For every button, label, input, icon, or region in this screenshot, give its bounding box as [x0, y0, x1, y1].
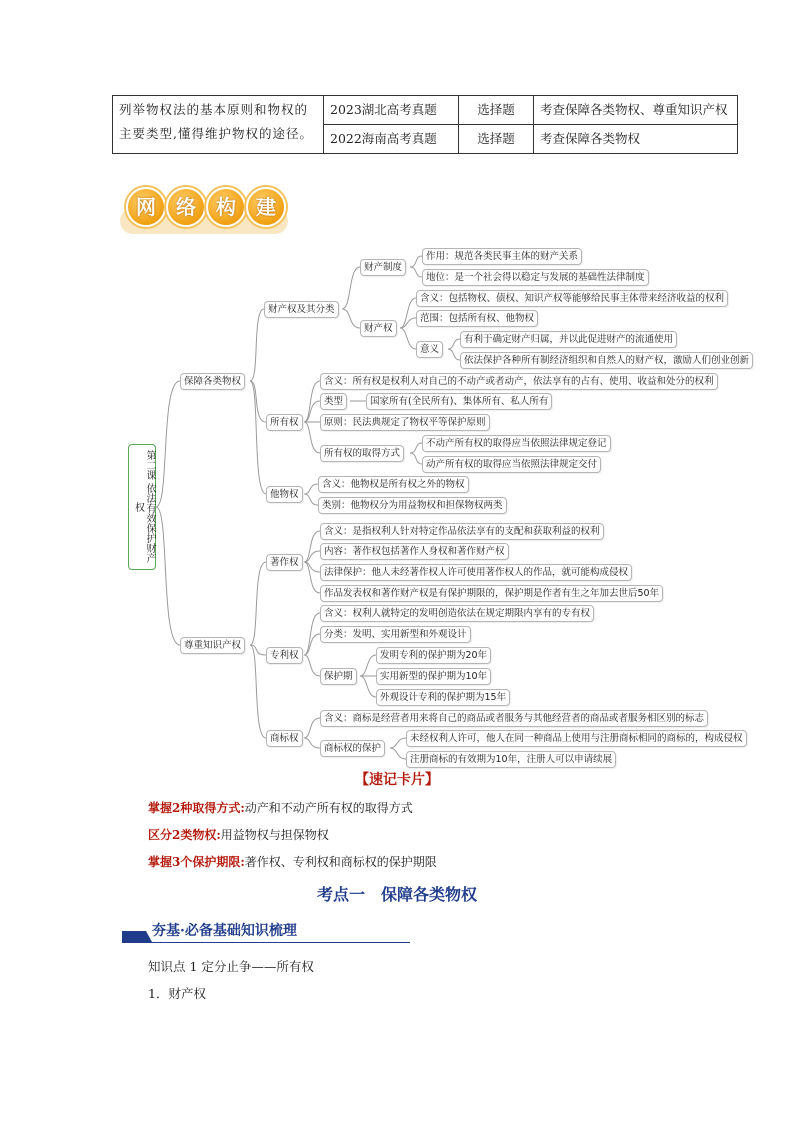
- leaf: 类别：他物权分为用益物权和担保物权两类: [318, 497, 507, 514]
- node-property-right: 财产权: [360, 320, 397, 337]
- leaf: 注册商标的有效期为10年，注册人可以申请续展: [406, 751, 616, 768]
- node-trademark-protection: 商标权的保护: [320, 740, 385, 757]
- list-item: 1．财产权: [148, 986, 206, 1001]
- leaf: 含义：是指权利人针对特定作品依法享有的支配和获取利益的权利: [320, 523, 604, 540]
- leaf: 有利于确定财产归属，并以此促进财产的流通使用: [460, 331, 677, 348]
- leaf: 动产所有权的取得应当依照法律规定交付: [422, 456, 601, 473]
- leaf: 范围：包括所有权、他物权: [416, 310, 538, 327]
- node-protection-period: 保护期: [320, 668, 357, 685]
- leaf: 未经权利人许可，他人在同一种商品上使用与注册商标相同的商标的，构成侵权: [406, 730, 747, 747]
- branch-property-rights: 保障各类物权: [180, 373, 245, 390]
- node-ownership: 所有权: [266, 414, 303, 431]
- section-title: 考点一 保障各类物权: [316, 885, 477, 904]
- node-property-system: 财产制度: [360, 259, 406, 276]
- leaf: 法律保护：他人未经著作权人许可使用著作权人的作品，就可能构成侵权: [320, 564, 632, 581]
- card-key: 掌握3个保护期限:: [148, 855, 245, 869]
- exam-cell: 2022海南高考真题: [324, 125, 459, 154]
- card-key: 掌握2种取得方式:: [148, 801, 245, 815]
- leaf: 依法保护各种所有制经济组织和自然人的财产权，激励人们创业创新: [460, 352, 753, 369]
- card-title: 【速记卡片】: [355, 772, 439, 788]
- divider: [122, 942, 410, 943]
- card-value: 动产和不动产所有权的取得方式: [244, 801, 413, 815]
- knowledge-point: 知识点 1 定分止争——所有权: [148, 959, 314, 974]
- banner-char: 络: [166, 187, 206, 227]
- leaf: 地位：是一个社会得以稳定与发展的基础性法律制度: [422, 269, 649, 286]
- subheading: 夯基·必备基础知识梳理: [152, 923, 297, 939]
- exam-cell: 2023湖北高考真题: [324, 96, 459, 125]
- leaf: 分类：发明、实用新型和外观设计: [320, 626, 471, 643]
- leaf: 内容：著作权包括著作人身权和著作财产权: [320, 543, 509, 560]
- tab-marker: [122, 931, 152, 942]
- learning-goal: 列举物权法的基本原则和物权的主要类型,懂得维护物权的途径。: [113, 96, 324, 154]
- leaf: 外观设计专利的保护期为15年: [376, 689, 510, 706]
- leaf: 原则：民法典规定了物权平等保护原则: [320, 414, 490, 431]
- card-value: 用益物权与担保物权: [220, 828, 329, 842]
- node-acquisition: 所有权的取得方式: [320, 445, 404, 462]
- card-line: [148, 826, 329, 843]
- leaf: 实用新型的保护期为10年: [376, 668, 491, 685]
- point-cell: 考查保障各类物权、尊重知识产权: [534, 96, 738, 125]
- card-key: 区分2类物权:: [148, 828, 221, 842]
- leaf: 含义：他物权是所有权之外的物权: [318, 476, 469, 493]
- card-value: 著作权、专利权和商标权的保护期限: [244, 855, 437, 869]
- banner-char: 构: [206, 187, 246, 227]
- leaf: 作品发表权和著作财产权是有保护期限的，保护期是作者有生之年加去世后50年: [320, 585, 663, 602]
- node-copyright: 著作权: [266, 554, 303, 571]
- leaf: 含义：所有权是权利人对自己的不动产或者动产，依法享有的占有、使用、收益和处分的权利: [320, 373, 718, 390]
- node-property-classes: 财产权及其分类: [264, 301, 339, 318]
- branch-ip-rights: 尊重知识产权: [180, 637, 245, 654]
- card-line: [148, 853, 437, 870]
- card-line: [148, 799, 413, 816]
- node-trademark: 商标权: [266, 730, 303, 747]
- node-significance: 意义: [416, 341, 443, 358]
- banner-char: 网: [126, 187, 166, 227]
- leaf: 作用：规范各类民事主体的财产关系: [422, 248, 582, 265]
- leaf: 含义：商标是经营者用来将自己的商品或者服务与其他经营者的商品或者服务相区别的标志: [320, 710, 708, 727]
- mindmap-root: 第二课 依法有效保护财产权: [128, 444, 156, 570]
- leaf: 国家所有(全民所有)、集体所有、私人所有: [366, 393, 552, 410]
- banner-char: 建: [246, 187, 286, 227]
- node-other-rights: 他物权: [266, 486, 303, 503]
- leaf: 发明专利的保护期为20年: [376, 647, 491, 664]
- leaf: 含义：包括物权、债权、知识产权等能够给民事主体带来经济收益的权利: [416, 290, 728, 307]
- node-type: 类型: [320, 393, 347, 410]
- node-patent: 专利权: [266, 647, 303, 664]
- type-cell: 选择题: [459, 125, 534, 154]
- leaf: 不动产所有权的取得应当依照法律规定登记: [422, 435, 611, 452]
- type-cell: 选择题: [459, 96, 534, 125]
- leaf: 含义：权利人就特定的发明创造依法在规定期限内享有的专有权: [320, 605, 594, 622]
- point-cell: 考查保障各类物权: [534, 125, 738, 154]
- subheading-tab: [122, 918, 412, 944]
